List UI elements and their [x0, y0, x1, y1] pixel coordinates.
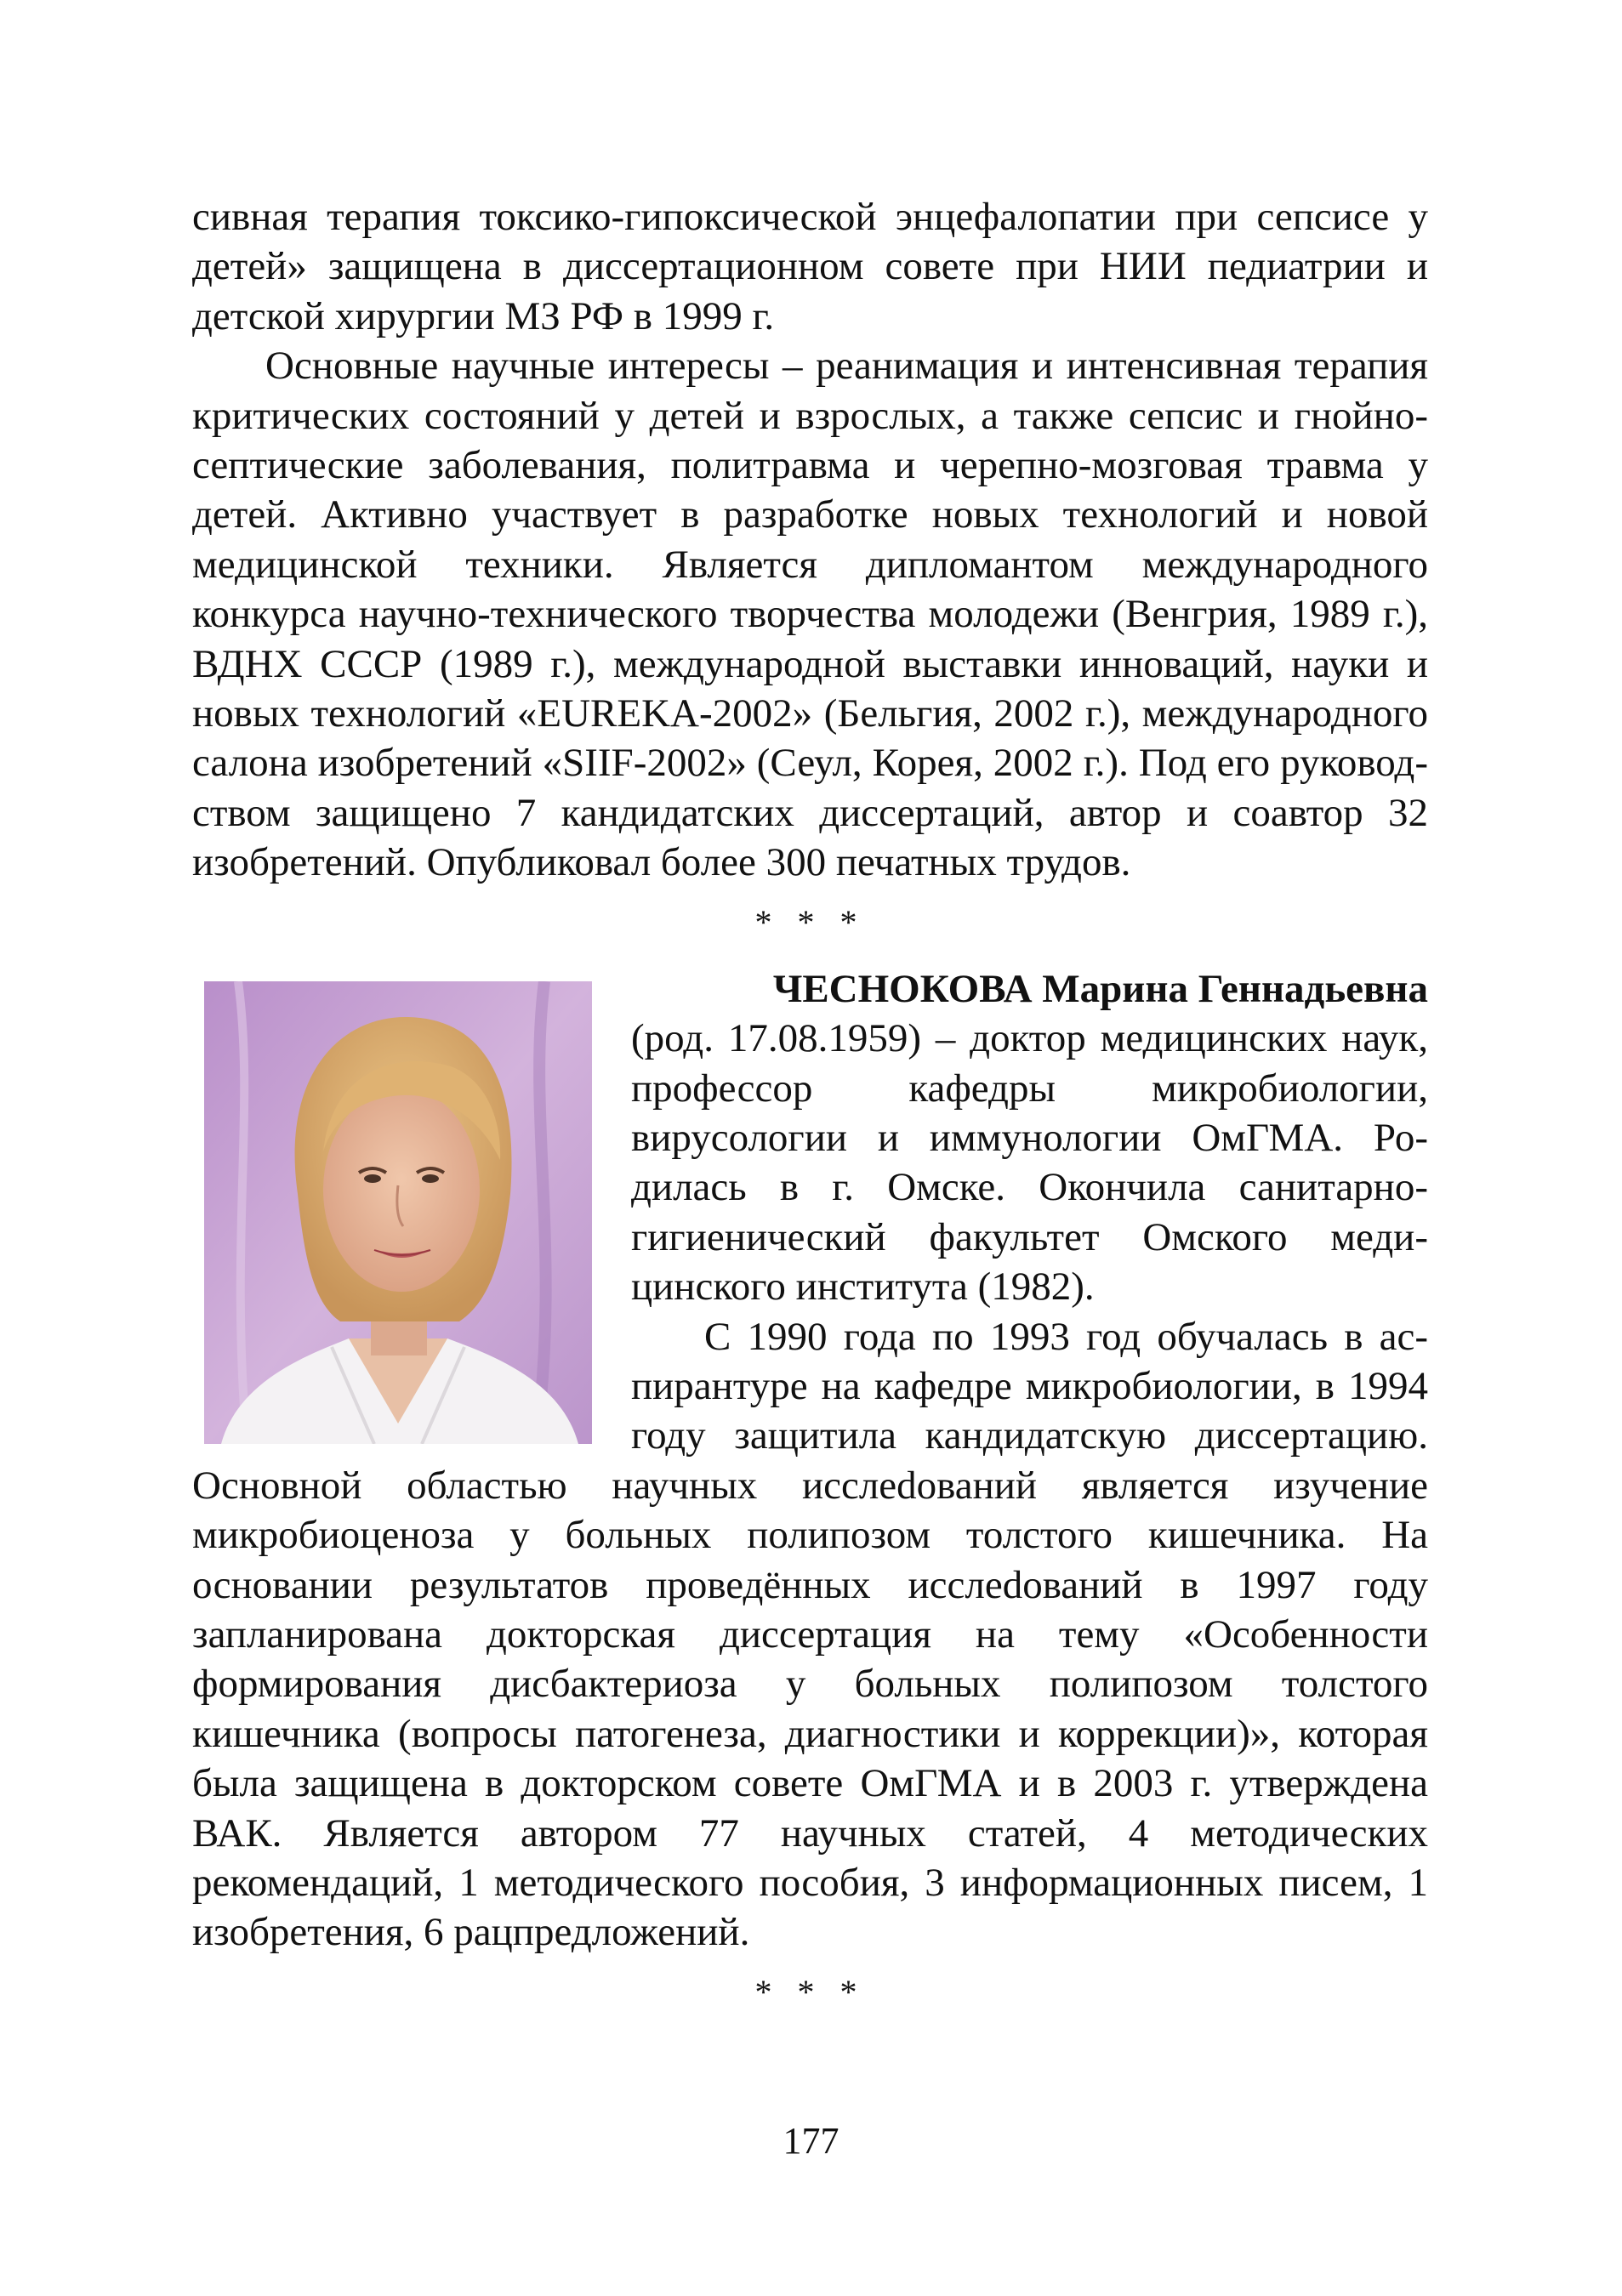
- page-number: 177: [783, 2120, 839, 2162]
- person-name-heading: ЧЕСНОКОВА Марина Геннадьевна: [772, 966, 1428, 1011]
- section-separator-bottom: * * *: [754, 1972, 866, 2011]
- paragraph-continuation: сивная терапия токсико-гипоксической энцефалопатии при сепсисе у детей» защищена в диссертационном совете при НИИ педиатрии и детской хирургии МЗ РФ в 1999 г.: [192, 195, 1428, 338]
- portrait-photo: [204, 981, 592, 1444]
- text-column: [192, 192, 1428, 2034]
- paragraph-research-interests: Основные научные интересы – реанимация и интенсивная терапия критических состояний у детей и взрослых, а также сепсис и гнойно-септические заболевания, политравма и черепно-мозговая травма у детей. Активно участвует в разработке новых технологий и новой медицинской техники. Является дипломантом международного конкурса научно-технического творчества молодежи (Венгрия, 1989 г.), ВДНХ СССР (1989 г.), международной выставки инноваций, науки и новых технологий «EUREKA-2002» (Бельгия, 2002 г.), международного салона изобретений «SIIF-2002» (Сеул, Корея, 2002 г.). Под его руководством защищено 7 кандидатских диссертаций, автор и соавтор 32 изобретений. Опубликовал более 300 печатных трудов.: [192, 344, 1428, 885]
- section-separator: * * *: [754, 902, 866, 941]
- biography-intro: (род. 17.08.1959) – доктор медицинских наук, профессор кафедры микробиологии, вирусологии и иммунологии ОмГМА. Родилась в г. Омске. Окончила санитарно-гигиенический факультет Омского медицинского института (1982).: [631, 1016, 1428, 1310]
- biography-details: С 1990 года по 1993 год обучалась в аспирантуре на кафедре микробиологии, в 1994 году защитила кандидатскую диссертацию. Основной областью научных исслеdований является изучение микробиоценоза у больных полипозом толстого кишечника. На основании результатов проведённых исслеdований в 1997 году запланирована докторская диссертация на тему «Особенности формирования дисбактериоза у больных полипозом толстого кишечника (вопросы патогенеза, диагностики и коррекции)», которая была защищена в докторском совете ОмГМА и в 2003 г. утверждена ВАК. Является автором 77 научных статей, 4 методических рекомендаций, 1 методического пособия, 3 информационных писем, 1 изобретения, 6 рацпредложений.: [192, 1314, 1428, 1955]
